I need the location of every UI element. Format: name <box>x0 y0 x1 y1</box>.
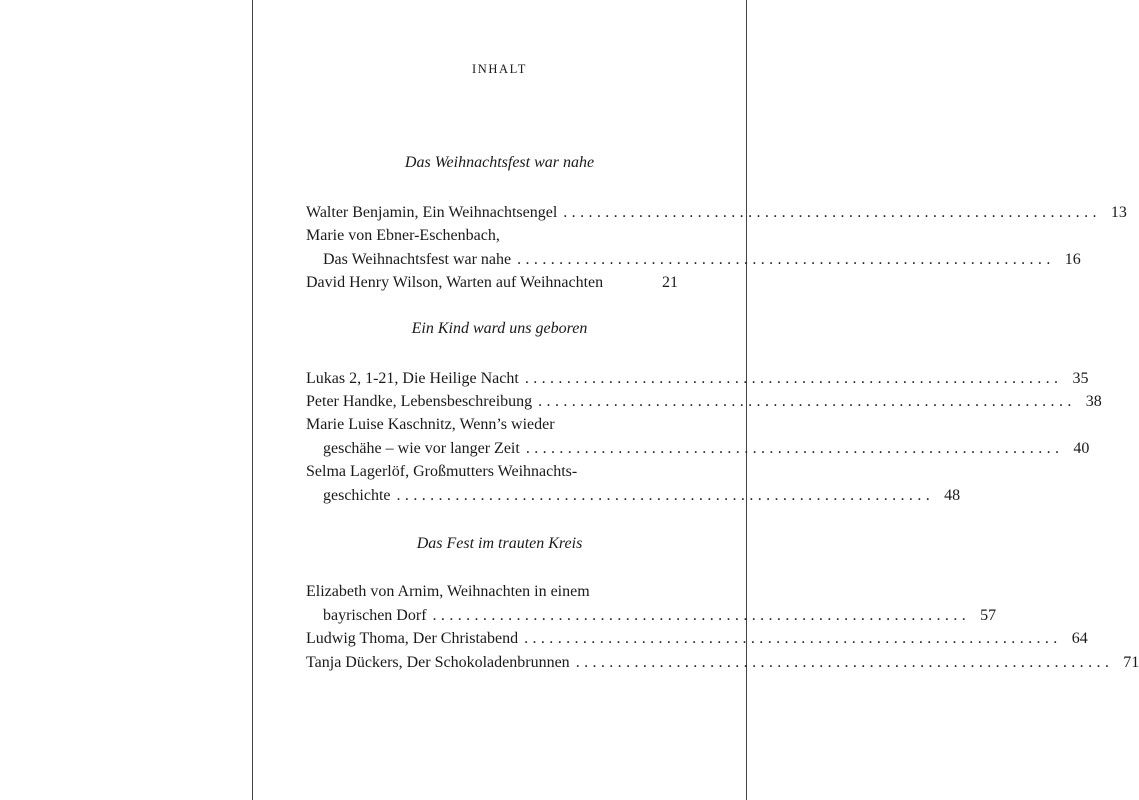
book-page <box>252 0 1139 800</box>
entry-text: Ludwig Thoma, Der Christabend <box>306 630 519 647</box>
toc-entry <box>306 202 1127 224</box>
leader-dots: ................................................................ <box>575 654 1114 671</box>
entry-text: David Henry Wilson, Warten auf Weihnachten <box>306 274 604 291</box>
entry-text: Elizabeth von Arnim, Weihnachten in einem <box>306 583 590 600</box>
toc-entry <box>306 391 1102 413</box>
entry-text: Marie von Ebner-Eschenbach, <box>306 227 500 244</box>
toc-entry <box>306 225 678 247</box>
toc-entry <box>306 581 678 603</box>
entry-text: geschähe – wie vor langer Zeit <box>323 440 520 457</box>
entry-text: Peter Handke, Lebensbeschreibung <box>306 393 533 410</box>
toc-entry <box>323 438 1090 460</box>
leader-dots: ................................................................ <box>524 630 1062 647</box>
leader-dots: ................................................................ <box>517 251 1055 268</box>
entry-text: geschichte <box>323 487 391 504</box>
page-number: 13 <box>1110 204 1127 221</box>
leader-dots: ................................................................ <box>524 370 1063 387</box>
page-number: 21 <box>662 274 678 291</box>
page-number: 38 <box>1085 393 1102 410</box>
toc-entry <box>323 605 997 627</box>
page-number: 40 <box>1073 440 1090 457</box>
section-title: Das Weihnachtsfest war nahe <box>404 154 595 171</box>
entry-text: Selma Lagerlöf, Großmutters Weihnachts- <box>306 463 578 480</box>
page-number: 71 <box>1123 654 1139 671</box>
leader-dots: ................................................................ <box>396 487 935 504</box>
page-heading: INHALT <box>472 62 527 76</box>
toc-entry <box>306 414 678 436</box>
page-number: 57 <box>980 607 997 624</box>
entry-text: Marie Luise Kaschnitz, Wenn’s wieder <box>306 416 555 433</box>
toc-entry <box>306 461 678 483</box>
page-number: 48 <box>944 487 961 504</box>
leader-dots: ................................................................ <box>525 440 1064 457</box>
toc-entry <box>306 652 1139 674</box>
leader-dots: ................................................................ <box>563 204 1101 221</box>
page-number: 64 <box>1071 630 1088 647</box>
toc-entry <box>306 272 678 294</box>
page-number: 35 <box>1072 370 1089 387</box>
entry-text: bayrischen Dorf <box>323 607 427 624</box>
entry-text: Das Weihnachtsfest war nahe <box>323 251 512 268</box>
toc-entry <box>323 485 961 507</box>
section-title: Das Fest im trauten Kreis <box>416 535 583 552</box>
leader-dots: ................................................................ <box>538 393 1076 410</box>
entry-text: Tanja Dückers, Der Schokoladenbrunnen <box>306 654 570 671</box>
leader-dots: ................................................................ <box>432 607 971 624</box>
toc-entry <box>306 628 1088 650</box>
toc-entry <box>306 368 1089 390</box>
toc-entry <box>323 249 1081 271</box>
section-title: Ein Kind ward uns geboren <box>411 320 588 337</box>
entry-text: Walter Benjamin, Ein Weihnachtsengel <box>306 204 558 221</box>
entry-text: Lukas 2, 1-21, Die Heilige Nacht <box>306 370 519 387</box>
page-number: 16 <box>1064 251 1081 268</box>
